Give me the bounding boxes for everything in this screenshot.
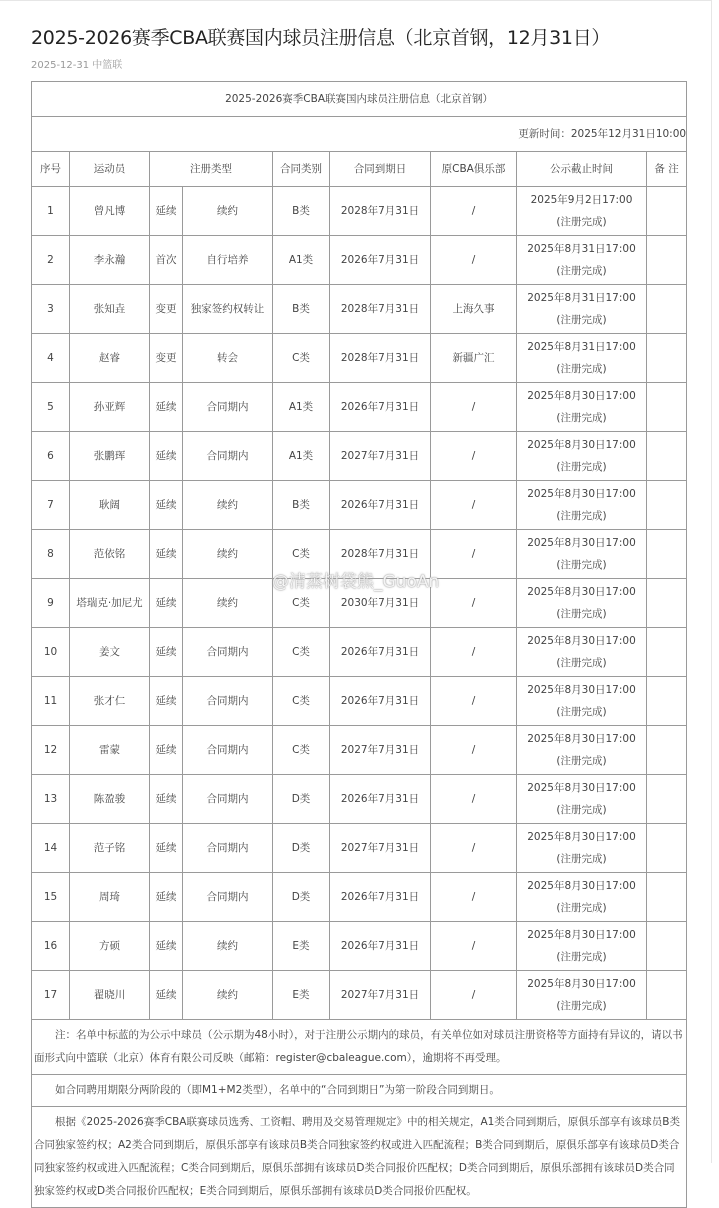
contract-class: C类	[273, 579, 330, 628]
deadline-status: (注册完成)	[556, 559, 607, 571]
player-name: 李永瀚	[70, 236, 150, 285]
publicity-deadline	[517, 873, 647, 922]
registration-type: 合同期内	[183, 726, 273, 775]
contract-class: C类	[273, 334, 330, 383]
former-club: /	[431, 873, 517, 922]
player-name: 孙亚辉	[70, 383, 150, 432]
deadline-time: 2025年8月30日17:00	[527, 929, 636, 941]
remark-cell	[647, 922, 687, 971]
contract-expiry: 2026年7月31日	[330, 873, 431, 922]
publicity-deadline	[517, 579, 647, 628]
contract-class: B类	[273, 187, 330, 236]
row-number: 11	[32, 677, 70, 726]
remark-cell	[647, 873, 687, 922]
remark-cell	[647, 285, 687, 334]
player-name: 周琦	[70, 873, 150, 922]
table-row	[32, 579, 687, 628]
deadline-time: 2025年8月30日17:00	[527, 733, 636, 745]
player-name: 方硕	[70, 922, 150, 971]
contract-expiry: 2028年7月31日	[330, 530, 431, 579]
row-number: 15	[32, 873, 70, 922]
contract-expiry: 2026年7月31日	[330, 383, 431, 432]
contract-expiry: 2026年7月31日	[330, 775, 431, 824]
registration-type: 合同期内	[183, 628, 273, 677]
remark-cell	[647, 579, 687, 628]
remark-cell	[647, 677, 687, 726]
registration-kind: 延续	[150, 481, 183, 530]
row-number: 10	[32, 628, 70, 677]
remark-cell	[647, 236, 687, 285]
registration-type: 独家签约权转让	[183, 285, 273, 334]
table-row	[32, 187, 687, 236]
deadline-status: (注册完成)	[556, 510, 607, 522]
registration-type: 合同期内	[183, 383, 273, 432]
registration-type: 续约	[183, 971, 273, 1020]
watermark: @清蒸树袋熊_GuoAn	[272, 572, 440, 592]
header-cell: 合同类别	[273, 152, 330, 187]
player-name: 姜文	[70, 628, 150, 677]
registration-type: 合同期内	[183, 775, 273, 824]
deadline-status: (注册完成)	[556, 853, 607, 865]
player-name: 范子铭	[70, 824, 150, 873]
registration-kind: 延续	[150, 873, 183, 922]
deadline-time: 2025年8月31日17:00	[527, 243, 636, 255]
deadline-time: 2025年8月30日17:00	[527, 586, 636, 598]
remark-cell	[647, 726, 687, 775]
contract-class: E类	[273, 922, 330, 971]
contract-class: D类	[273, 824, 330, 873]
update-time: 更新时间：2025年12月31日10:00	[32, 117, 687, 152]
deadline-status: (注册完成)	[556, 706, 607, 718]
publicity-deadline	[517, 285, 647, 334]
deadline-status: (注册完成)	[556, 216, 607, 228]
registration-type: 续约	[183, 922, 273, 971]
deadline-status: (注册完成)	[556, 363, 607, 375]
registration-kind: 延续	[150, 628, 183, 677]
deadline-time: 2025年8月30日17:00	[527, 439, 636, 451]
contract-class: E类	[273, 971, 330, 1020]
page-title: 2025-2026赛季CBA联赛国内球员注册信息（北京首钢，12月31日）	[31, 27, 611, 49]
publicity-deadline	[517, 677, 647, 726]
contract-expiry: 2028年7月31日	[330, 285, 431, 334]
registration-type: 合同期内	[183, 677, 273, 726]
deadline-status: (注册完成)	[556, 902, 607, 914]
registration-kind: 延续	[150, 579, 183, 628]
publicity-deadline	[517, 971, 647, 1020]
player-name: 雷蒙	[70, 726, 150, 775]
registration-type: 续约	[183, 481, 273, 530]
player-name: 翟晓川	[70, 971, 150, 1020]
row-number: 16	[32, 922, 70, 971]
registration-type: 续约	[183, 579, 273, 628]
table-row	[32, 334, 687, 383]
table-caption: 2025-2026赛季CBA联赛国内球员注册信息（北京首钢）	[32, 82, 687, 117]
header-cell: 备 注	[647, 152, 687, 187]
player-name: 耿阔	[70, 481, 150, 530]
deadline-time: 2025年9月2日17:00	[530, 194, 633, 206]
player-name: 张鹏珲	[70, 432, 150, 481]
row-number: 12	[32, 726, 70, 775]
registration-type: 续约	[183, 530, 273, 579]
registration-kind: 变更	[150, 334, 183, 383]
contract-expiry: 2027年7月31日	[330, 726, 431, 775]
deadline-status: (注册完成)	[556, 755, 607, 767]
remark-cell	[647, 824, 687, 873]
header-cell: 合同到期日	[330, 152, 431, 187]
header-cell: 公示截止时间	[517, 152, 647, 187]
deadline-status: (注册完成)	[556, 314, 607, 326]
former-club: /	[431, 383, 517, 432]
contract-class: B类	[273, 285, 330, 334]
table-row	[32, 383, 687, 432]
header-cell: 运动员	[70, 152, 150, 187]
remark-cell	[647, 432, 687, 481]
player-name: 赵睿	[70, 334, 150, 383]
registration-kind: 延续	[150, 922, 183, 971]
registration-kind: 变更	[150, 285, 183, 334]
publicity-deadline	[517, 530, 647, 579]
contract-expiry: 2030年7月31日	[330, 579, 431, 628]
registration-type: 自行培养	[183, 236, 273, 285]
contract-expiry: 2027年7月31日	[330, 971, 431, 1020]
contract-expiry: 2026年7月31日	[330, 628, 431, 677]
registration-type: 合同期内	[183, 873, 273, 922]
table-note: 注：名单中标蓝的为公示中球员（公示期为48小时），对于注册公示期内的球员，有关单位如对球员注册资格等方面持有异议的，请以书面形式向中篮联（北京）体育有限公司反映（邮箱：register@cbaleague.com），逾期将不再受理。	[32, 1020, 687, 1075]
deadline-time: 2025年8月30日17:00	[527, 880, 636, 892]
former-club: 新疆广汇	[431, 334, 517, 383]
registration-type: 合同期内	[183, 432, 273, 481]
registration-kind: 延续	[150, 775, 183, 824]
remark-cell	[647, 383, 687, 432]
remark-cell	[647, 334, 687, 383]
deadline-status: (注册完成)	[556, 412, 607, 424]
table-row	[32, 873, 687, 922]
former-club: /	[431, 628, 517, 677]
former-club: 上海久事	[431, 285, 517, 334]
row-number: 5	[32, 383, 70, 432]
row-number: 6	[32, 432, 70, 481]
publicity-deadline	[517, 236, 647, 285]
publicity-deadline	[517, 432, 647, 481]
remark-cell	[647, 187, 687, 236]
row-number: 4	[32, 334, 70, 383]
contract-class: A1类	[273, 236, 330, 285]
registration-table	[31, 81, 687, 1208]
player-name: 陈盈骏	[70, 775, 150, 824]
article-meta: 2025-12-31 中篮联	[31, 60, 123, 71]
table-row	[32, 922, 687, 971]
registration-type: 续约	[183, 187, 273, 236]
player-name: 张知垚	[70, 285, 150, 334]
row-number: 14	[32, 824, 70, 873]
publicity-deadline	[517, 628, 647, 677]
table-row	[32, 236, 687, 285]
row-number: 13	[32, 775, 70, 824]
table-row	[32, 481, 687, 530]
table-row	[32, 677, 687, 726]
former-club: /	[431, 187, 517, 236]
contract-class: C类	[273, 677, 330, 726]
registration-kind: 延续	[150, 432, 183, 481]
contract-expiry: 2027年7月31日	[330, 432, 431, 481]
contract-class: D类	[273, 873, 330, 922]
contract-expiry: 2027年7月31日	[330, 824, 431, 873]
former-club: /	[431, 824, 517, 873]
table-row	[32, 530, 687, 579]
header-cell: 序号	[32, 152, 70, 187]
contract-class: C类	[273, 726, 330, 775]
remark-cell	[647, 481, 687, 530]
former-club: /	[431, 579, 517, 628]
contract-class: C类	[273, 530, 330, 579]
contract-class: C类	[273, 628, 330, 677]
contract-class: A1类	[273, 383, 330, 432]
remark-cell	[647, 628, 687, 677]
contract-class: D类	[273, 775, 330, 824]
table-row	[32, 824, 687, 873]
former-club: /	[431, 236, 517, 285]
deadline-status: (注册完成)	[556, 265, 607, 277]
publicity-deadline	[517, 726, 647, 775]
former-club: /	[431, 726, 517, 775]
publicity-deadline	[517, 383, 647, 432]
publicity-deadline	[517, 775, 647, 824]
registration-kind: 延续	[150, 971, 183, 1020]
row-number: 1	[32, 187, 70, 236]
contract-expiry: 2028年7月31日	[330, 187, 431, 236]
contract-expiry: 2026年7月31日	[330, 236, 431, 285]
former-club: /	[431, 922, 517, 971]
player-name: 塔瑞克·加尼尤	[70, 579, 150, 628]
former-club: /	[431, 775, 517, 824]
remark-cell	[647, 971, 687, 1020]
remark-cell	[647, 775, 687, 824]
remark-cell	[647, 530, 687, 579]
table-note: 如合同聘用期限分两阶段的（即M1+M2类型），名单中的“合同到期日”为第一阶段合同到期日。	[32, 1075, 687, 1107]
player-name: 张才仁	[70, 677, 150, 726]
table-row	[32, 775, 687, 824]
deadline-status: (注册完成)	[556, 608, 607, 620]
deadline-status: (注册完成)	[556, 1000, 607, 1012]
registration-kind: 延续	[150, 726, 183, 775]
row-number: 17	[32, 971, 70, 1020]
table-row	[32, 628, 687, 677]
publicity-deadline	[517, 334, 647, 383]
table-note: 根据《2025-2026赛季CBA联赛球员选秀、工资帽、聘用及交易管理规定》中的相关规定，A1类合同到期后，原俱乐部享有该球员B类合同独家签约权；A2类合同到期后，原俱乐部享有该球员B类合同独家签约权或进入匹配流程；B类合同到期后，原俱乐部享有该球员D类合同独家签约权或进入匹配流程；C类合同到期后，原俱乐部拥有该球员D类合同报价匹配权；D类合同到期后，原俱乐部拥有该球员D类合同独家签约权或D类合同报价匹配权；E类合同到期后，原俱乐部拥有该球员D类合同报价匹配权。	[32, 1107, 687, 1208]
deadline-time: 2025年8月30日17:00	[527, 684, 636, 696]
player-name: 范依铭	[70, 530, 150, 579]
header-cell: 原CBA俱乐部	[431, 152, 517, 187]
former-club: /	[431, 530, 517, 579]
deadline-time: 2025年8月30日17:00	[527, 390, 636, 402]
table-row	[32, 971, 687, 1020]
deadline-time: 2025年8月30日17:00	[527, 488, 636, 500]
deadline-time: 2025年8月30日17:00	[527, 635, 636, 647]
player-name: 曾凡博	[70, 187, 150, 236]
deadline-time: 2025年8月30日17:00	[527, 831, 636, 843]
contract-expiry: 2026年7月31日	[330, 922, 431, 971]
deadline-time: 2025年8月31日17:00	[527, 341, 636, 353]
header-cell: 注册类型	[150, 152, 273, 187]
registration-kind: 延续	[150, 530, 183, 579]
contract-expiry: 2026年7月31日	[330, 481, 431, 530]
registration-type: 合同期内	[183, 824, 273, 873]
contract-expiry: 2026年7月31日	[330, 677, 431, 726]
deadline-time: 2025年8月30日17:00	[527, 782, 636, 794]
row-number: 8	[32, 530, 70, 579]
registration-kind: 延续	[150, 677, 183, 726]
former-club: /	[431, 677, 517, 726]
deadline-status: (注册完成)	[556, 461, 607, 473]
deadline-status: (注册完成)	[556, 804, 607, 816]
former-club: /	[431, 432, 517, 481]
deadline-time: 2025年8月31日17:00	[527, 292, 636, 304]
registration-kind: 首次	[150, 236, 183, 285]
table-row	[32, 285, 687, 334]
row-number: 9	[32, 579, 70, 628]
row-number: 7	[32, 481, 70, 530]
table-header-row	[32, 152, 687, 187]
table-row	[32, 432, 687, 481]
publicity-deadline	[517, 481, 647, 530]
former-club: /	[431, 481, 517, 530]
contract-class: A1类	[273, 432, 330, 481]
table-row	[32, 726, 687, 775]
deadline-status: (注册完成)	[556, 657, 607, 669]
publicity-deadline	[517, 824, 647, 873]
deadline-time: 2025年8月30日17:00	[527, 978, 636, 990]
deadline-status: (注册完成)	[556, 951, 607, 963]
contract-expiry: 2028年7月31日	[330, 334, 431, 383]
deadline-time: 2025年8月30日17:00	[527, 537, 636, 549]
row-number: 3	[32, 285, 70, 334]
registration-type: 转会	[183, 334, 273, 383]
registration-kind: 延续	[150, 824, 183, 873]
publicity-deadline	[517, 922, 647, 971]
former-club: /	[431, 971, 517, 1020]
registration-kind: 延续	[150, 383, 183, 432]
registration-kind: 延续	[150, 187, 183, 236]
row-number: 2	[32, 236, 70, 285]
publicity-deadline	[517, 187, 647, 236]
contract-class: B类	[273, 481, 330, 530]
